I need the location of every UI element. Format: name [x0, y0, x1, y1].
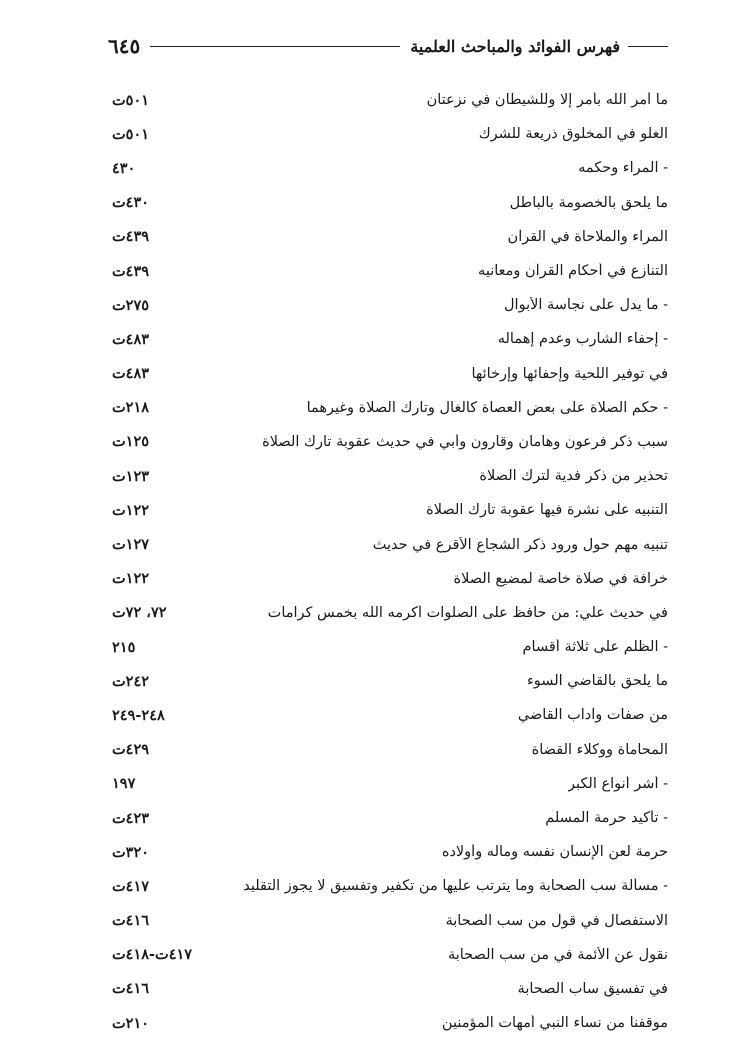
entry-page-ref: ٥٠١ت — [112, 125, 150, 143]
entry-text: خرافة في صلاة خاصة لمضيع الصلاة — [453, 570, 668, 587]
index-entry — [112, 1006, 668, 1040]
entry-text: المراء والملاحاة في القرآن — [507, 228, 668, 245]
entry-text: تحذير من ذكر فدية لترك الصلاة — [479, 468, 668, 485]
index-entry — [112, 938, 668, 972]
entry-text: حرمة لعن الإنسان نفسه وماله وأولاده — [441, 844, 668, 861]
index-entry — [112, 904, 668, 938]
entry-text: - إحفاء الشارب وعدم إهماله — [497, 331, 668, 348]
index-entry — [112, 972, 668, 1006]
index-entry — [112, 151, 668, 185]
index-entry — [112, 83, 668, 117]
index-entry — [112, 186, 668, 220]
entry-page-ref: ١٢٢ت — [112, 501, 150, 519]
entry-page-ref: ٤١٦ت — [112, 980, 150, 998]
page-header — [108, 26, 668, 66]
entry-text: - مسألة سب الصحابة وما يترتب عليها من تكفير وتفسيق لا يجوز التقليد — [243, 878, 668, 895]
index-entry — [112, 117, 668, 151]
running-title: فهرس الفوائد والمباحث العلمية — [410, 36, 620, 56]
entry-page-ref: ١٢٢ت — [112, 570, 150, 588]
index-entry — [112, 596, 668, 630]
entry-page-ref: ٤٣٩ت — [112, 262, 150, 280]
index-entry — [112, 527, 668, 561]
index-entry — [112, 493, 668, 527]
index-entry — [112, 254, 668, 288]
entry-page-ref: ٤١٦ت — [112, 912, 150, 930]
index-entry — [112, 767, 668, 801]
entry-page-ref: ٢١٨ت — [112, 399, 150, 417]
entry-page-ref: ٤٨٣ت — [112, 330, 150, 348]
entry-text: ما يلحق بالقاضي السوء — [526, 673, 668, 690]
entry-page-ref: ٣٢٠ت — [112, 843, 150, 861]
entry-page-ref: ٤١٧ت-٤١٨ت — [112, 946, 193, 964]
entry-page-ref: ٢٧٥ت — [112, 296, 150, 314]
entry-page-ref: ١٢٣ت — [112, 467, 150, 485]
entry-text: - الظلم على ثلاثة أقسام — [522, 639, 668, 656]
entry-text: المحاماة ووكلاء القضاة — [531, 741, 668, 758]
entry-page-ref: ٤٢٩ت — [112, 741, 150, 759]
entry-text: موقفنا من نساء النبي أمهات المؤمنين — [441, 1015, 668, 1032]
entry-text: - حكم الصلاة على بعض العصاة كالغال وتارك الصلاة وغيرهما — [306, 399, 668, 416]
entry-page-ref: ٤٣٠ت — [112, 194, 150, 212]
entry-text: - المراء وحكمه — [578, 160, 668, 177]
entry-page-ref: ٤٣٩ت — [112, 228, 150, 246]
index-entry — [112, 664, 668, 698]
entry-text: - تأكيد حرمة المسلم — [545, 810, 668, 827]
entry-text: - أشر أنواع الكبر — [568, 775, 668, 792]
index-entry — [112, 220, 668, 254]
entry-page-ref: ٤٣٠ — [112, 159, 136, 177]
entry-page-ref: ٢١٥ — [112, 638, 136, 656]
index-entry — [112, 869, 668, 903]
entry-text: نقول عن الأئمة في من سب الصحابة — [447, 946, 668, 963]
entry-page-ref: ٧٢، ٧٢ت — [112, 604, 167, 622]
entry-text: التنبيه على نشرة فيها عقوبة تارك الصلاة — [426, 502, 668, 519]
entry-page-ref: ٢٤٢ت — [112, 672, 150, 690]
index-entry — [112, 391, 668, 425]
entry-page-ref: ١٩٧ — [112, 775, 136, 793]
entry-text: الغلو في المخلوق ذريعة للشرك — [478, 126, 668, 143]
header-dash — [628, 46, 668, 47]
index-entry — [112, 459, 668, 493]
entry-text: سبب ذكر فرعون وهامان وقارون وأُبي في حديث عقوبة تارك الصلاة — [262, 433, 668, 450]
entry-text: الاستفصال في قول من سب الصحابة — [445, 912, 668, 929]
index-entry — [112, 801, 668, 835]
index-entry — [112, 733, 668, 767]
entry-text: في تفسيق ساب الصحابة — [517, 980, 668, 997]
index-entry — [112, 322, 668, 356]
entry-page-ref: ٢٤٨-٢٤٩ — [112, 706, 165, 724]
entry-text: في حديث علي: من حافظ على الصلوات أكرمه الله بخمس كرامات — [267, 604, 668, 621]
entry-page-ref: ١٢٥ت — [112, 433, 150, 451]
index-entries — [112, 83, 668, 1040]
entry-page-ref: ٤١٧ت — [112, 877, 150, 895]
page-number: ٦٤٥ — [108, 34, 141, 58]
entry-page-ref: ٤٨٣ت — [112, 365, 150, 383]
index-entry — [112, 425, 668, 459]
entry-text: تنبيه مهم حول ورود ذكر الشجاع الأقرع في حديث — [372, 536, 668, 553]
index-entry — [112, 835, 668, 869]
index-entry — [112, 562, 668, 596]
entry-text: ما أمر الله بأمر إلا وللشيطان في نزعتان — [426, 92, 668, 109]
entry-text: التنازع في أحكام القرآن ومعانيه — [478, 263, 668, 280]
index-entry — [112, 357, 668, 391]
header-rule — [150, 46, 400, 47]
index-entry — [112, 698, 668, 732]
entry-page-ref: ٢١٠ت — [112, 1014, 150, 1032]
entry-page-ref: ٤٢٣ت — [112, 809, 150, 827]
entry-text: من صفات وآداب القاضي — [517, 707, 668, 724]
entry-page-ref: ٥٠١ت — [112, 91, 150, 109]
entry-text: ما يلحق بالخصومة بالباطل — [509, 194, 668, 211]
entry-page-ref: ١٢٧ت — [112, 536, 150, 554]
index-entry — [112, 630, 668, 664]
entry-text: في توفير اللحية وإحفائها وإرخائها — [471, 365, 668, 382]
index-entry — [112, 288, 668, 322]
entry-text: - ما يدل على نجاسة الأبوال — [504, 297, 668, 314]
